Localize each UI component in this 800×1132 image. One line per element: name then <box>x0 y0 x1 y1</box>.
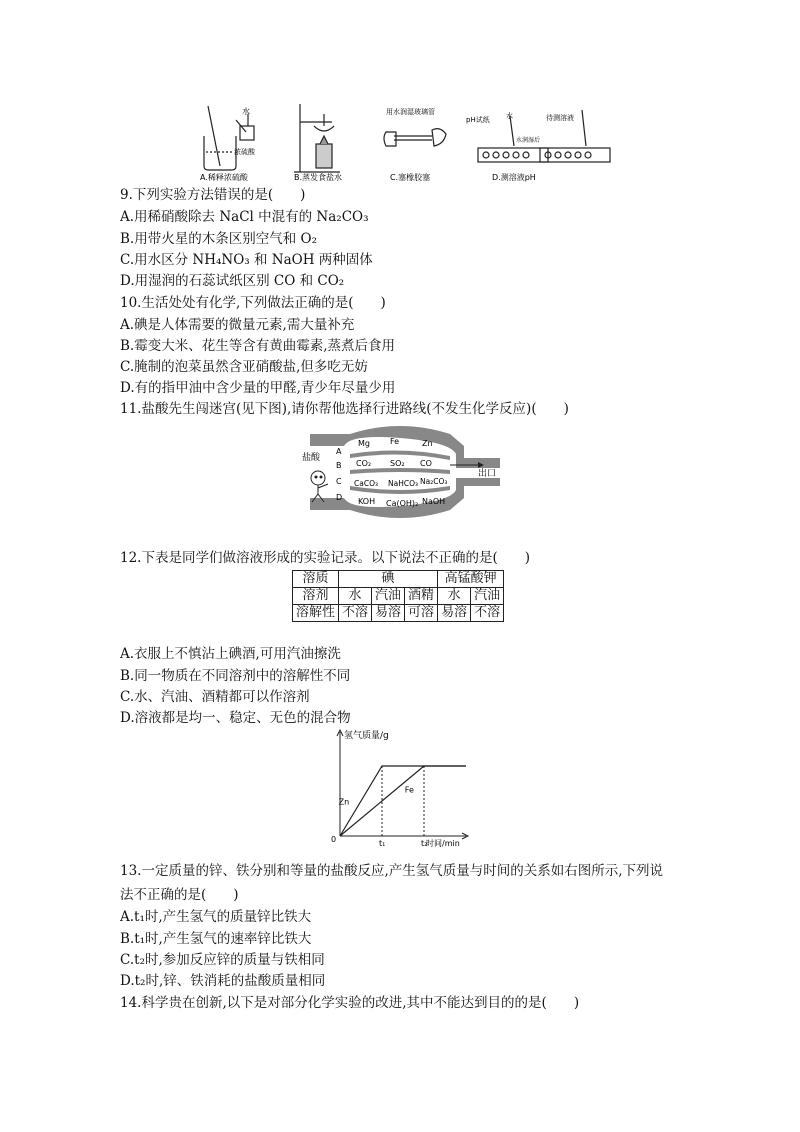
maze-exit-label: 出口 <box>478 469 497 479</box>
question-11-stem: 11.盐酸先生闯迷宫(见下图),请你帮他选择行进路线(不发生化学反应)( ) <box>120 401 569 417</box>
maze-divider-2 <box>350 468 450 474</box>
x-tick-label: t₁ <box>379 839 386 848</box>
table-cell: 溶质 <box>293 571 339 588</box>
hydrochloric-acid-mascot <box>311 471 328 502</box>
x-tick-label: t₂ <box>421 839 428 848</box>
table-cell: 碘 <box>339 571 438 588</box>
table-cell: 可溶 <box>405 605 438 622</box>
route-a-item-2: Fe <box>390 437 400 446</box>
ph-test-illustration <box>478 110 610 162</box>
maze-figure <box>300 424 500 520</box>
q12-option-a: A.衣服上不慎沾上碘酒,可用汽油擦洗 <box>120 646 341 662</box>
y-axis-label: 氢气质量/g <box>344 731 389 741</box>
route-a-item-3: Zn <box>422 439 433 448</box>
wet-label: 水润湿后 <box>516 137 541 144</box>
water2-label: 水 <box>506 112 513 120</box>
question-13-stem-line2: 法不正确的是( ) <box>120 887 239 903</box>
lab-equipment-figure <box>190 96 620 182</box>
series-line-fe <box>340 766 466 836</box>
table-cell: 易溶 <box>372 605 405 622</box>
route-b-item-2: SO₂ <box>390 459 405 468</box>
q10-option-d: D.有的指甲油中含少量的甲醛,青少年尽量少用 <box>120 380 396 396</box>
route-a-letter: A <box>336 447 342 456</box>
series-label-zn: Zn <box>338 797 350 807</box>
route-b-item-3: CO <box>420 459 432 468</box>
table-cell: 汽油 <box>372 588 405 605</box>
caption-b: B.蒸发食盐水 <box>294 173 343 182</box>
q9-option-a: A.用稀硝酸除去 NaCl 中混有的 Na₂CO₃ <box>120 209 369 225</box>
q12-option-c: C.水、汽油、酒精都可以作溶剂 <box>120 689 310 705</box>
hydrogen-mass-chart <box>322 726 472 848</box>
route-c-item-3: Na₂CO₃ <box>420 477 448 486</box>
sample-label: 待测溶液 <box>546 114 574 122</box>
table-row <box>293 605 504 622</box>
solubility-table <box>292 570 504 622</box>
table-cell: 溶剂 <box>293 588 339 605</box>
question-14-stem: 14.科学贵在创新,以下是对部分化学实验的改进,其中不能达到目的的是( ) <box>120 995 580 1011</box>
q12-option-b: B.同一物质在不同溶剂中的溶解性不同 <box>120 668 351 684</box>
table-cell: 溶解性 <box>293 605 339 622</box>
caption-d: D.测溶液pH <box>492 173 536 182</box>
acid-label: 浓硫酸 <box>234 148 255 156</box>
q10-option-a: A.碘是人体需要的微量元素,需大量补充 <box>120 317 355 333</box>
q9-option-c: C.用水区分 NH₄NO₃ 和 NaOH 两种固体 <box>120 252 373 268</box>
route-c-item-1: CaCO₃ <box>354 479 378 488</box>
q13-option-b: B.t₁时,产生氢气的速率锌比铁大 <box>120 931 312 947</box>
route-d-letter: D <box>336 493 343 502</box>
origin-label: 0 <box>331 835 337 844</box>
rubber-stopper-illustration <box>384 129 446 146</box>
q10-option-b: B.霉变大米、花生等含有黄曲霉素,蒸煮后食用 <box>120 338 396 354</box>
water-label: 水 <box>242 107 250 116</box>
q13-option-a: A.t₁时,产生氢气的质量锌比铁大 <box>120 909 312 925</box>
table-cell: 水 <box>438 588 471 605</box>
table-cell: 水 <box>339 588 372 605</box>
q9-option-d: D.用湿润的石蕊试纸区别 CO 和 CO₂ <box>120 273 345 289</box>
table-row <box>293 571 504 588</box>
maze-start-label: 盐酸 <box>302 453 321 463</box>
question-12-stem: 12.下表是同学们做溶液形成的实验记录。以下说法不正确的是( ) <box>120 550 531 566</box>
q13-option-c: C.t₂时,参加反应锌的质量与铁相同 <box>120 952 325 968</box>
series-label-fe: Fe <box>404 785 414 795</box>
caption-a: A.稀释浓硫酸 <box>200 173 248 182</box>
table-row <box>293 588 504 605</box>
route-b-item-1: CO₂ <box>356 459 372 468</box>
series-line-zn <box>340 766 466 836</box>
table-cell: 不溶 <box>471 605 504 622</box>
route-d-item-1: KOH <box>358 497 376 506</box>
route-c-item-2: NaHCO₃ <box>388 479 418 488</box>
x-axis-label: 时间/min <box>426 839 460 848</box>
q9-option-b: B.用带火星的木条区别空气和 O₂ <box>120 231 317 247</box>
tube-label: 用水润湿玻璃管 <box>386 108 435 116</box>
table-cell: 汽油 <box>471 588 504 605</box>
table-cell: 酒精 <box>405 588 438 605</box>
q10-option-c: C.腌制的泡菜虽然含亚硝酸盐,但多吃无妨 <box>120 359 368 375</box>
table-cell: 不溶 <box>339 605 372 622</box>
route-c-letter: C <box>336 477 342 486</box>
question-9-stem: 9.下列实验方法错误的是( ) <box>120 187 306 203</box>
route-d-item-3: NaOH <box>422 497 446 506</box>
table-cell: 高锰酸钾 <box>438 571 504 588</box>
route-a-item-1: Mg <box>358 439 370 448</box>
ph-paper-label: pH试纸 <box>466 116 490 124</box>
question-13-stem-line1: 13.一定质量的锌、铁分别和等量的盐酸反应,产生氢气质量与时间的关系如右图所示,下列说 <box>120 863 664 879</box>
q13-option-d: D.t₂时,锌、铁消耗的盐酸质量相同 <box>120 973 326 989</box>
q12-option-d: D.溶液都是均一、稳定、无色的混合物 <box>120 710 351 726</box>
question-10-stem: 10.生活处处有化学,下列做法正确的是( ) <box>120 295 386 311</box>
caption-c: C.塞橡胶塞 <box>390 173 431 182</box>
route-b-letter: B <box>336 461 342 470</box>
table-cell: 易溶 <box>438 605 471 622</box>
evaporation-illustration <box>294 104 340 172</box>
route-d-item-2: Ca(OH)₂ <box>386 499 419 508</box>
